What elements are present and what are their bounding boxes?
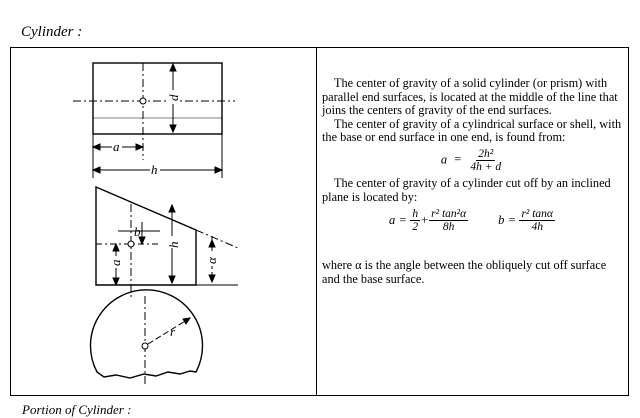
formula1-eq: = [454, 152, 462, 167]
paragraph-where-alpha: where α is the angle between the obliquely cut off surface and the base surface. [322, 258, 607, 286]
formula2-frac2 [429, 208, 468, 233]
paragraph-solid-cylinder: The center of gravity of a solid cylinder (or prism) with parallel end surfaces, is located at the middle of the line that joins the centers of gravity of the end surfaces. [322, 76, 618, 118]
cog-marker-top [140, 98, 146, 104]
cog-marker-mid [128, 241, 134, 247]
formula2-frac1 [410, 208, 420, 233]
section-heading: Cylinder : [21, 24, 83, 40]
label-d: d [166, 94, 181, 101]
formula1-numerator: 2h² [478, 147, 494, 160]
formula2-eq-b: = [508, 212, 516, 227]
formula2-eq-a: = [399, 212, 407, 227]
formula2-frac1-num: h [412, 208, 419, 221]
formula2-lhs-a: a [389, 212, 396, 227]
formula1-lhs: a [440, 152, 448, 167]
formula2-frac3-den: 4h [531, 221, 543, 234]
label-h-top: h [151, 162, 158, 177]
cylinder-diagrams [0, 0, 320, 400]
formula2-frac2-num: r² tan²α [431, 208, 467, 221]
paragraph-cut-cylinder: The center of gravity of a cylinder cut off by an inclined plane is located by: [322, 175, 611, 204]
formula2-frac3 [519, 208, 555, 233]
formula2-frac2-den: 8h [442, 221, 455, 234]
formula1-fraction [468, 148, 503, 173]
next-section-heading: Portion of Cylinder : [22, 402, 132, 417]
label-a-top: a [113, 139, 120, 154]
solid-cylinder-rect [93, 63, 222, 134]
label-b: b [134, 224, 141, 239]
cog-marker-bottom [142, 343, 148, 349]
formula2-lhs-b: b [498, 212, 505, 227]
formula2-frac1-den: 2 [412, 221, 419, 234]
circle-section [91, 290, 203, 378]
cut-cylinder-shape [96, 187, 196, 285]
label-a-mid: a [108, 259, 123, 266]
formula2-frac3-num: r² tanα [521, 208, 553, 221]
formula-cut-cylinder [322, 208, 622, 233]
description-column [322, 77, 622, 286]
formula1-denominator: 4h + d [470, 160, 502, 173]
label-alpha: α [204, 257, 219, 264]
label-h-mid: h [166, 241, 181, 248]
label-r: r [170, 324, 176, 339]
paragraph-shell: The center of gravity of a cylindrical surface or shell, with the base or end surface in one end, is found from: [322, 116, 622, 145]
formula2-plus: + [421, 212, 429, 227]
formula-shell [322, 148, 622, 173]
